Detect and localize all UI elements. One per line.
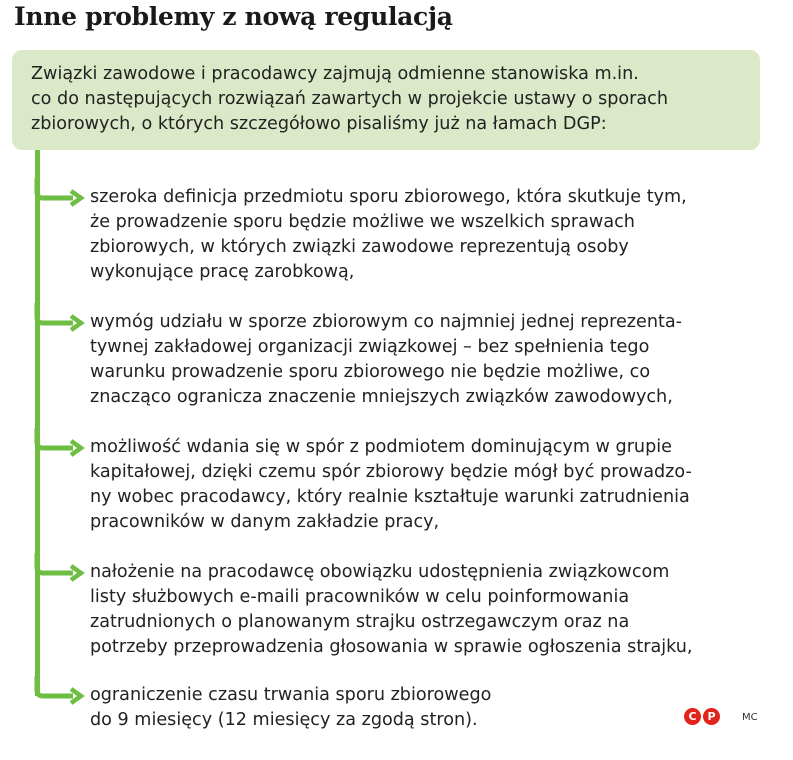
item-line: zbiorowych, w których związki zawodowe reprezentują osoby [90,237,629,257]
branch-arrow-icon [35,686,85,706]
intro-line: co do następujących rozwiązań zawartych w projekcie ustawy o sporach [31,89,668,109]
list-item [90,310,682,410]
item-line: nałożenie na pracodawcę obowiązku udostępnienia związkowcom [90,562,670,582]
logo-c-icon: C [684,708,701,725]
item-line: warunku prowadzenie sporu zbiorowego nie będzie możliwe, co [90,362,651,382]
page-title: Inne problemy z nową regulacją [14,2,453,31]
list-item [90,185,687,285]
item-line: znacząco ogranicza znaczenie mniejszych związków zawodowych, [90,387,673,407]
intro-box [12,50,760,150]
list-item [90,560,693,660]
item-line: ny wobec pracodawcy, który realnie kształtuje warunki zatrudnienia [90,487,690,507]
branch-arrow-icon [35,563,85,583]
branch-arrow-icon [35,188,85,208]
item-line: do 9 miesięcy (12 miesięcy za zgodą stron). [90,710,478,730]
item-line: możliwość wdania się w spór z podmiotem dominującym w grupie [90,437,672,457]
item-line: pracowników w danym zakładzie pracy, [90,512,440,532]
item-line: kapitałowej, dzięki czemu spór zbiorowy będzie mógł być prowadzo- [90,462,692,482]
branch-arrow-icon [35,313,85,333]
item-line: wykonujące pracę zarobkową, [90,262,355,282]
publisher-logo-icon [684,708,720,725]
list-item [90,683,491,733]
logo-p-icon: P [703,708,720,725]
item-line: zatrudnionych o planowanym strajku ostrzegawczym oraz na [90,612,630,632]
item-line: wymóg udziału w sporze zbiorowym co najmniej jednej reprezenta- [90,312,683,332]
author-initials: MC [742,712,758,723]
item-line: szeroka definicja przedmiotu sporu zbiorowego, która skutkuje tym, [90,187,687,207]
item-line: że prowadzenie sporu będzie możliwe we wszelkich sprawach [90,212,635,232]
item-line: potrzeby przeprowadzenia głosowania w sprawie ogłoszenia strajku, [90,637,693,657]
item-line: tywnej zakładowej organizacji związkowej – bez spełnienia tego [90,337,650,357]
intro-line: zbiorowych, o których szczegółowo pisaliśmy już na łamach DGP: [31,114,607,134]
connector-trunk [35,150,40,696]
item-line: listy służbowych e-maili pracowników w celu poinformowania [90,587,630,607]
item-line: ograniczenie czasu trwania sporu zbiorowego [90,685,492,705]
list-item [90,435,692,535]
intro-line: Związki zawodowe i pracodawcy zajmują odmienne stanowiska m.in. [31,64,639,84]
branch-arrow-icon [35,438,85,458]
